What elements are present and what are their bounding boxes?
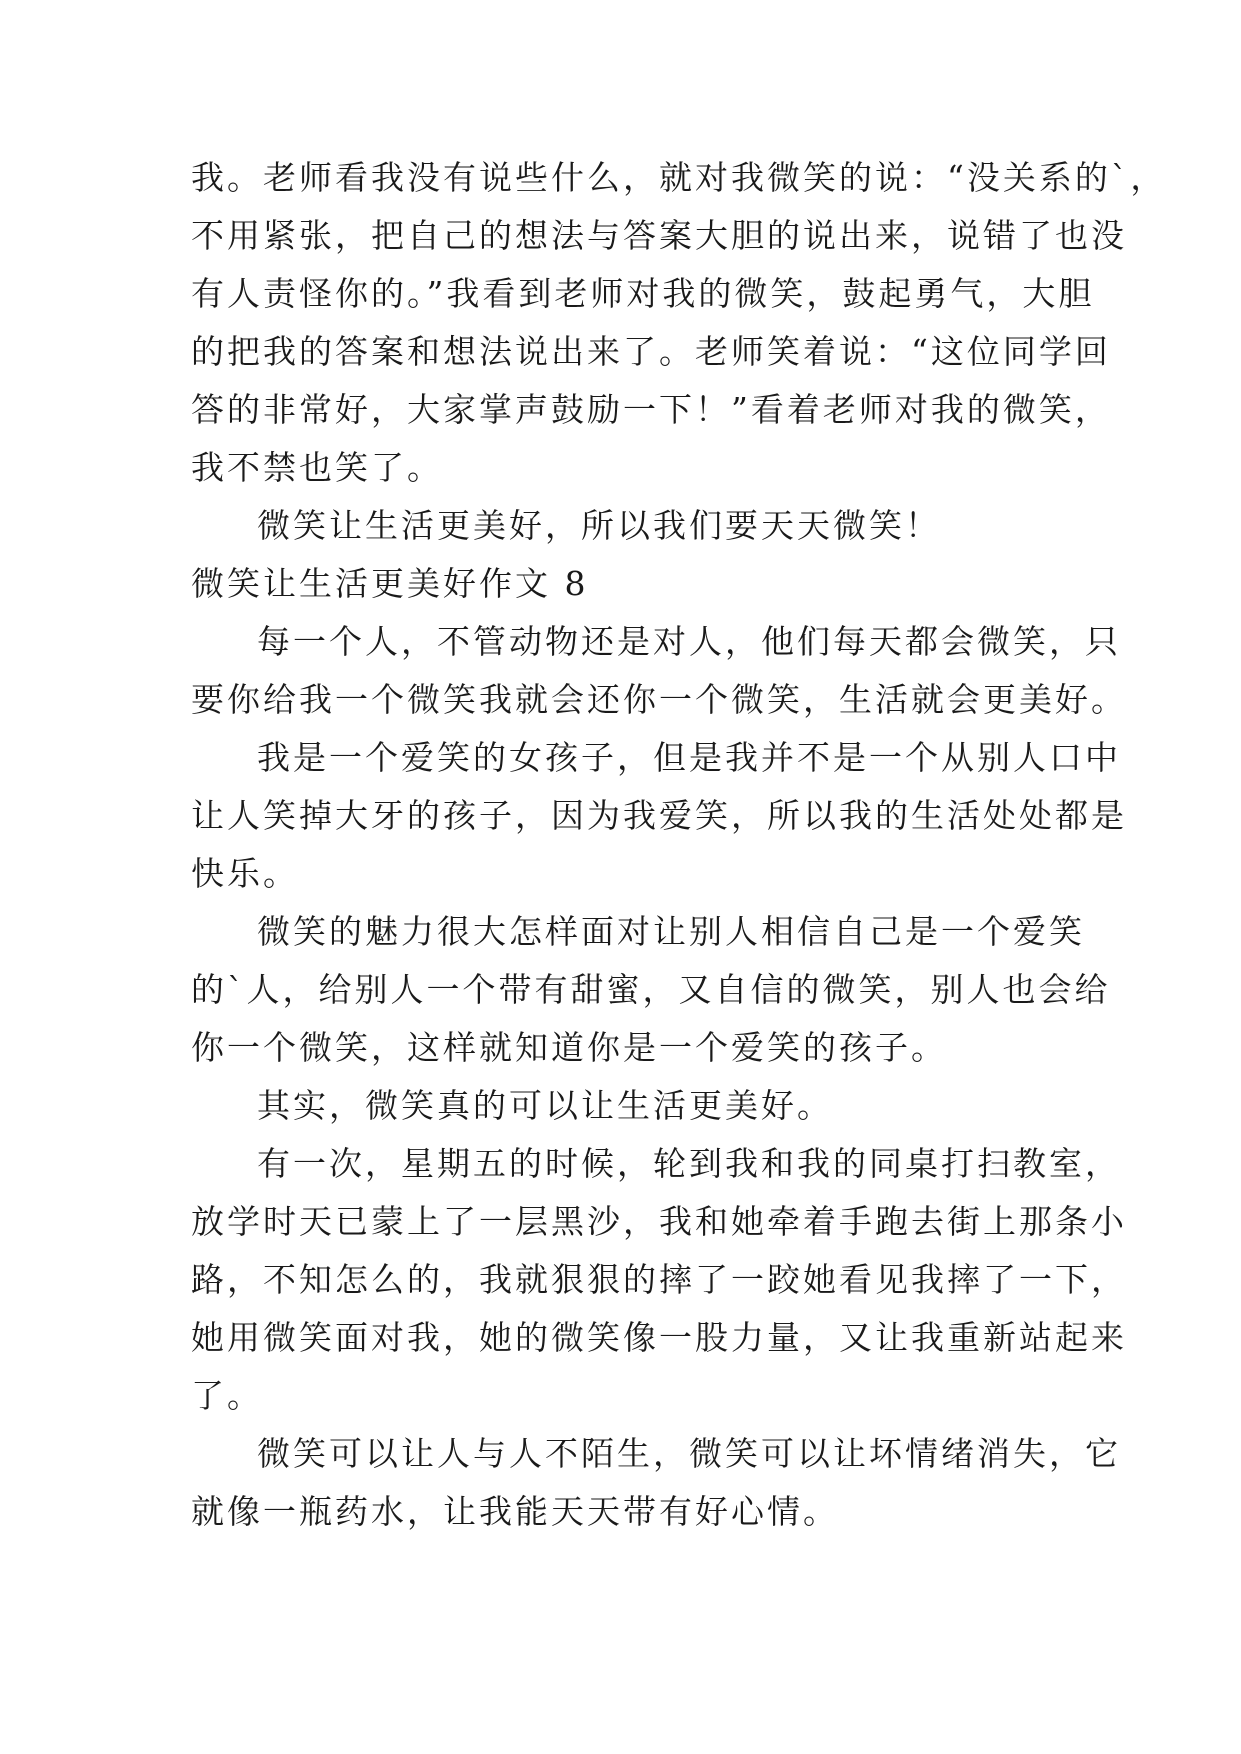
- text-line: 就像一瓶药水，让我能天天带有好心情。: [191, 1492, 839, 1531]
- paragraph-line: 我是一个爱笑的女孩子，但是我并不是一个从别人口中: [257, 738, 1121, 777]
- paragraph-line: 微笑的魅力很大怎样面对让别人相信自己是一个爱笑: [257, 912, 1085, 951]
- text-line: 了。: [191, 1376, 263, 1415]
- text-line: 不用紧张，把自己的想法与答案大胆的说出来，说错了也没: [191, 216, 1127, 255]
- text-line: 路，不知怎么的，我就狠狠的摔了一跤她看见我摔了一下，: [191, 1260, 1127, 1299]
- text-line: 的`人，给别人一个带有甜蜜，又自信的微笑，别人也会给: [191, 970, 1111, 1009]
- text-line: 快乐。: [191, 854, 299, 893]
- text-line: 我不禁也笑了。: [191, 448, 443, 487]
- paragraph-line: 其实，微笑真的可以让生活更美好。: [257, 1086, 833, 1125]
- text-line: 放学时天已蒙上了一层黑沙，我和她牵着手跑去街上那条小: [191, 1202, 1127, 1241]
- text-line: 的把我的答案和想法说出来了。老师笑着说：“这位同学回: [191, 332, 1111, 371]
- text-line: 要你给我一个微笑我就会还你一个微笑，生活就会更美好。: [191, 680, 1127, 719]
- text-line: 答的非常好，大家掌声鼓励一下！”看着老师对我的微笑，: [191, 390, 1111, 429]
- text-line: 有人责怪你的。”我看到老师对我的微笑，鼓起勇气，大胆: [191, 274, 1095, 313]
- paragraph-line: 微笑可以让人与人不陌生，微笑可以让坏情绪消失，它: [257, 1434, 1121, 1473]
- paragraph-line: 微笑让生活更美好，所以我们要天天微笑！: [257, 506, 941, 545]
- text-line: 她用微笑面对我，她的微笑像一股力量，又让我重新站起来: [191, 1318, 1127, 1357]
- text-line: 我。老师看我没有说些什么，就对我微笑的说：“没关系的`，: [191, 158, 1167, 197]
- paragraph-line: 每一个人，不管动物还是对人，他们每天都会微笑，只: [257, 622, 1121, 661]
- section-heading: 微笑让生活更美好作文 8: [191, 564, 589, 603]
- text-line: 让人笑掉大牙的孩子，因为我爱笑，所以我的生活处处都是: [191, 796, 1127, 835]
- paragraph-line: 有一次，星期五的时候，轮到我和我的同桌打扫教室，: [257, 1144, 1121, 1183]
- text-line: 你一个微笑，这样就知道你是一个爱笑的孩子。: [191, 1028, 947, 1067]
